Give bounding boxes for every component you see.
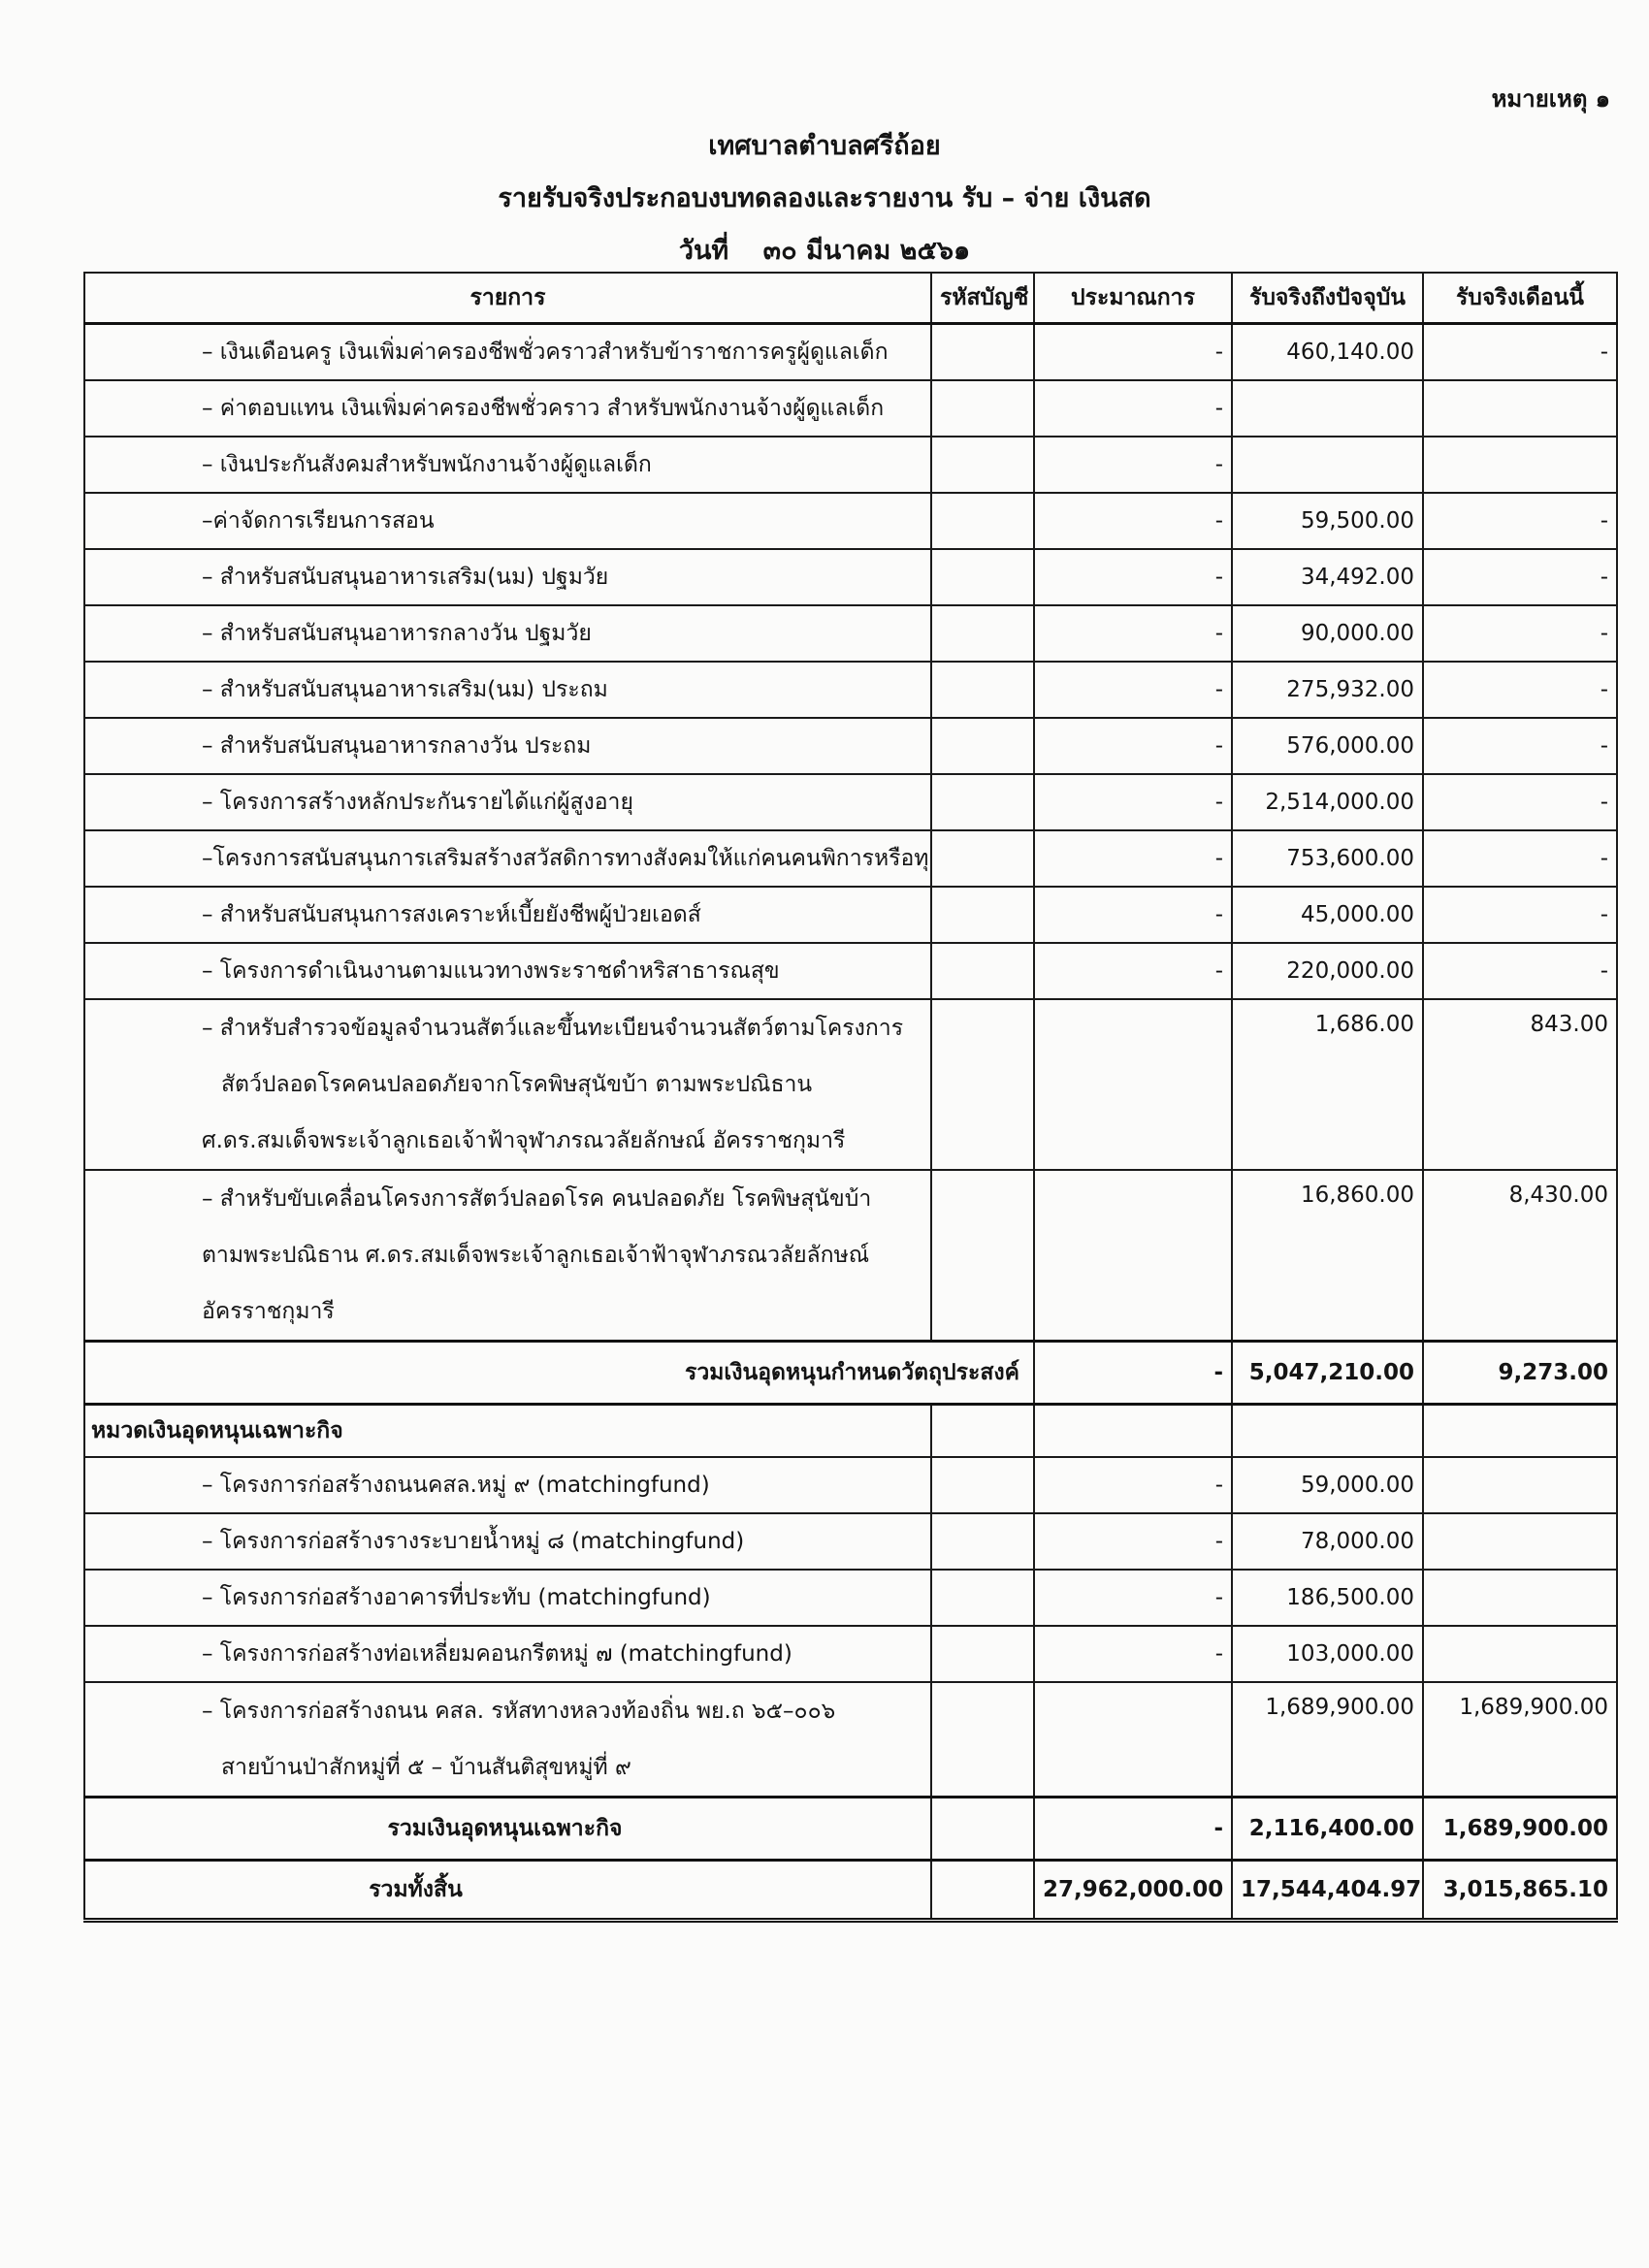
row-label-line: สายบ้านป่าสักหมู่ที่ ๕ – บ้านสันติสุขหมู่ที่ ๙: [221, 1755, 631, 1780]
row-estimate: -: [1034, 1626, 1232, 1682]
row-to-date: 576,000.00: [1232, 718, 1423, 774]
row-to-date: 16,860.00: [1232, 1170, 1423, 1342]
row-label: – สำหรับสนับสนุนอาหารกลางวัน ปฐมวัย: [84, 605, 931, 662]
row-label: – ค่าตอบแทน เงินเพิ่มค่าครองชีพชั่วคราว สำหรับพนักงานจ้างผู้ดูแลเด็ก: [84, 380, 931, 437]
subtotal-label: รวมเงินอุดหนุนเฉพาะกิจ: [84, 1798, 931, 1861]
org-title: เทศบาลตำบลศรีถ้อย: [708, 131, 941, 161]
row-this-month: [1423, 1513, 1617, 1570]
table-row: [84, 662, 1617, 718]
grand-total-row: [84, 1861, 1617, 1921]
row-to-date: 59,000.00: [1232, 1457, 1423, 1513]
row-label: – เงินประกันสังคมสำหรับพนักงานจ้างผู้ดูแลเด็ก: [84, 437, 931, 493]
row-this-month: [1423, 437, 1617, 493]
row-label: – โครงการก่อสร้างท่อเหลี่ยมคอนกรีตหมู่ ๗ (matchingfund): [84, 1626, 931, 1682]
row-to-date: 103,000.00: [1232, 1626, 1423, 1682]
row-label-line: อัครราชกุมารี: [202, 1299, 335, 1324]
row-estimate: -: [1034, 887, 1232, 943]
subtotal-row: [84, 1342, 1617, 1405]
row-label: – สำหรับสนับสนุนอาหารเสริม(นม) ปฐมวัย: [84, 549, 931, 605]
row-this-month: -: [1423, 887, 1617, 943]
row-label: – สำหรับสนับสนุนอาหารเสริม(นม) ประถม: [84, 662, 931, 718]
row-account-code: [931, 1626, 1034, 1682]
row-to-date: [1232, 380, 1423, 437]
col-header-received-to-date: รับจริงถึงปัจจุบัน: [1232, 273, 1423, 324]
row-estimate: -: [1034, 943, 1232, 999]
row-this-month: -: [1423, 718, 1617, 774]
subtotal-label: รวมเงินอุดหนุนกำหนดวัตถุประสงค์: [84, 1342, 1034, 1405]
row-this-month: [1423, 380, 1617, 437]
table-header-row: [84, 273, 1617, 324]
note-label: หมายเหตุ ๑: [1491, 85, 1610, 113]
row-label: [84, 999, 931, 1170]
row-account-code: [931, 1570, 1034, 1626]
row-this-month: [1423, 1457, 1617, 1513]
table-row: [84, 1626, 1617, 1682]
row-label: –โครงการสนับสนุนการเสริมสร้างสวัสดิการทางสังคมให้แก่คนคนพิการหรือทุ: [84, 830, 931, 887]
row-to-date: 1,686.00: [1232, 999, 1423, 1170]
row-to-date: 186,500.00: [1232, 1570, 1423, 1626]
row-estimate: -: [1034, 718, 1232, 774]
row-this-month: -: [1423, 324, 1617, 381]
row-account-code: [931, 1513, 1034, 1570]
row-this-month: -: [1423, 605, 1617, 662]
table-row: [84, 1513, 1617, 1570]
row-account-code: [931, 943, 1034, 999]
row-label: – สำหรับสนับสนุนอาหารกลางวัน ประถม: [84, 718, 931, 774]
row-account-code: [931, 662, 1034, 718]
row-estimate: -: [1034, 437, 1232, 493]
row-account-code: [931, 437, 1034, 493]
grand-total-estimate: 27,962,000.00: [1034, 1861, 1232, 1921]
table-row: [84, 887, 1617, 943]
row-label: [84, 1170, 931, 1342]
row-estimate: [1034, 1682, 1232, 1798]
subtotal-to-date: 5,047,210.00: [1232, 1342, 1423, 1405]
row-account-code: [931, 830, 1034, 887]
row-estimate: -: [1034, 1570, 1232, 1626]
table-row: [84, 1170, 1617, 1342]
row-account-code: [931, 605, 1034, 662]
row-label: – สำหรับสนับสนุนการสงเคราะห์เบี้ยยังชีพผู้ป่วยเอดส์: [84, 887, 931, 943]
report-date: [0, 229, 1649, 271]
row-estimate: -: [1034, 774, 1232, 830]
revenue-table: [83, 272, 1618, 1923]
table-row: [84, 1570, 1617, 1626]
table-row: [84, 1457, 1617, 1513]
subtotal-estimate: -: [1034, 1798, 1232, 1861]
section-title: หมวดเงินอุดหนุนเฉพาะกิจ: [84, 1405, 931, 1458]
table-row: [84, 718, 1617, 774]
row-to-date: 460,140.00: [1232, 324, 1423, 381]
subtotal-to-date: 2,116,400.00: [1232, 1798, 1423, 1861]
row-account-code: [931, 718, 1034, 774]
row-to-date: 275,932.00: [1232, 662, 1423, 718]
row-this-month: -: [1423, 549, 1617, 605]
row-estimate: -: [1034, 1513, 1232, 1570]
row-estimate: -: [1034, 662, 1232, 718]
subtotal-this-month: 1,689,900.00: [1423, 1798, 1617, 1861]
row-estimate: -: [1034, 830, 1232, 887]
row-estimate: -: [1034, 493, 1232, 549]
col-header-account-code: รหัสบัญชี: [931, 273, 1034, 324]
row-label: – โครงการก่อสร้างรางระบายน้ำหมู่ ๘ (matchingfund): [84, 1513, 931, 1570]
row-to-date: 753,600.00: [1232, 830, 1423, 887]
row-account-code: [931, 1457, 1034, 1513]
table-row: [84, 774, 1617, 830]
table-row: [84, 493, 1617, 549]
table-row: [84, 1682, 1617, 1798]
row-this-month: -: [1423, 774, 1617, 830]
table-row: [84, 999, 1617, 1170]
row-label-line: – สำหรับขับเคลื่อนโครงการสัตว์ปลอดโรค คนปลอดภัย โรคพิษสุนัขบ้า: [202, 1186, 872, 1212]
row-account-code: [931, 324, 1034, 381]
subtotal-this-month: 9,273.00: [1423, 1342, 1617, 1405]
subtotal-row: [84, 1798, 1617, 1861]
row-to-date: 1,689,900.00: [1232, 1682, 1423, 1798]
report-subtitle: รายรับจริงประกอบงบทดลองและรายงาน รับ – จ่าย เงินสด: [498, 183, 1151, 213]
row-label-line: – โครงการก่อสร้างถนน คสล. รหัสทางหลวงท้องถิ่น พย.ถ ๖๕–๐๐๖: [202, 1699, 836, 1724]
row-estimate: [1034, 999, 1232, 1170]
table-row: [84, 549, 1617, 605]
row-label-line: ตามพระปณิธาน ศ.ดร.สมเด็จพระเจ้าลูกเธอเจ้าฟ้าจุฬาภรณวลัยลักษณ์: [202, 1243, 870, 1268]
row-this-month: 843.00: [1423, 999, 1617, 1170]
section-header-row: [84, 1405, 1617, 1458]
table-row: [84, 380, 1617, 437]
row-estimate: -: [1034, 1457, 1232, 1513]
row-label-line: สัตว์ปลอดโรคคนปลอดภัยจากโรคพิษสุนัขบ้า ตามพระปณิธาน: [221, 1072, 813, 1097]
row-label: – โครงการดำเนินงานตามแนวทางพระราชดำหริสาธารณสุข: [84, 943, 931, 999]
row-account-code: [931, 380, 1034, 437]
date-label: วันที่: [678, 236, 729, 266]
row-to-date: 34,492.00: [1232, 549, 1423, 605]
grand-total-label: รวมทั้งสิ้น: [84, 1861, 931, 1921]
table-row: [84, 943, 1617, 999]
table-row: [84, 830, 1617, 887]
row-estimate: -: [1034, 605, 1232, 662]
row-estimate: -: [1034, 380, 1232, 437]
grand-total-to-date: 17,544,404.97: [1232, 1861, 1423, 1921]
grand-total-this-month: 3,015,865.10: [1423, 1861, 1617, 1921]
row-account-code: [931, 774, 1034, 830]
row-label: – เงินเดือนครู เงินเพิ่มค่าครองชีพชั่วคราวสำหรับข้าราชการครูผู้ดูแลเด็ก: [84, 324, 931, 381]
row-this-month: -: [1423, 662, 1617, 718]
row-label: – โครงการก่อสร้างถนนคสล.หมู่ ๙ (matchingfund): [84, 1457, 931, 1513]
row-to-date: [1232, 437, 1423, 493]
row-label: –ค่าจัดการเรียนการสอน: [84, 493, 931, 549]
table-row: [84, 437, 1617, 493]
row-this-month: 1,689,900.00: [1423, 1682, 1617, 1798]
row-this-month: 8,430.00: [1423, 1170, 1617, 1342]
row-estimate: [1034, 1170, 1232, 1342]
row-to-date: 78,000.00: [1232, 1513, 1423, 1570]
date-value: ๓๐ มีนาคม ๒๕๖๑: [762, 236, 971, 266]
row-account-code: [931, 549, 1034, 605]
row-estimate: -: [1034, 549, 1232, 605]
row-this-month: -: [1423, 493, 1617, 549]
row-this-month: [1423, 1626, 1617, 1682]
row-label: – โครงการสร้างหลักประกันรายได้แก่ผู้สูงอายุ: [84, 774, 931, 830]
row-label-line: – สำหรับสำรวจข้อมูลจำนวนสัตว์และขึ้นทะเบียนจำนวนสัตว์ตามโครงการ: [202, 1016, 904, 1041]
table-row: [84, 605, 1617, 662]
row-account-code: [931, 1170, 1034, 1342]
row-this-month: [1423, 1570, 1617, 1626]
row-to-date: 90,000.00: [1232, 605, 1423, 662]
row-this-month: -: [1423, 830, 1617, 887]
col-header-item: รายการ: [84, 273, 931, 324]
row-label: – โครงการก่อสร้างอาคารที่ประทับ (matchingfund): [84, 1570, 931, 1626]
row-account-code: [931, 493, 1034, 549]
row-account-code: [931, 887, 1034, 943]
col-header-estimate: ประมาณการ: [1034, 273, 1232, 324]
row-label-line: ศ.ดร.สมเด็จพระเจ้าลูกเธอเจ้าฟ้าจุฬาภรณวลัยลักษณ์ อัครราชกุมารี: [202, 1128, 846, 1153]
subtotal-estimate: -: [1034, 1342, 1232, 1405]
row-to-date: 59,500.00: [1232, 493, 1423, 549]
row-label: [84, 1682, 931, 1798]
row-to-date: 2,514,000.00: [1232, 774, 1423, 830]
row-to-date: 220,000.00: [1232, 943, 1423, 999]
row-to-date: 45,000.00: [1232, 887, 1423, 943]
row-account-code: [931, 999, 1034, 1170]
row-estimate: -: [1034, 324, 1232, 381]
table-row: [84, 324, 1617, 381]
col-header-received-this-month: รับจริงเดือนนี้: [1423, 273, 1617, 324]
row-this-month: -: [1423, 943, 1617, 999]
row-account-code: [931, 1682, 1034, 1798]
